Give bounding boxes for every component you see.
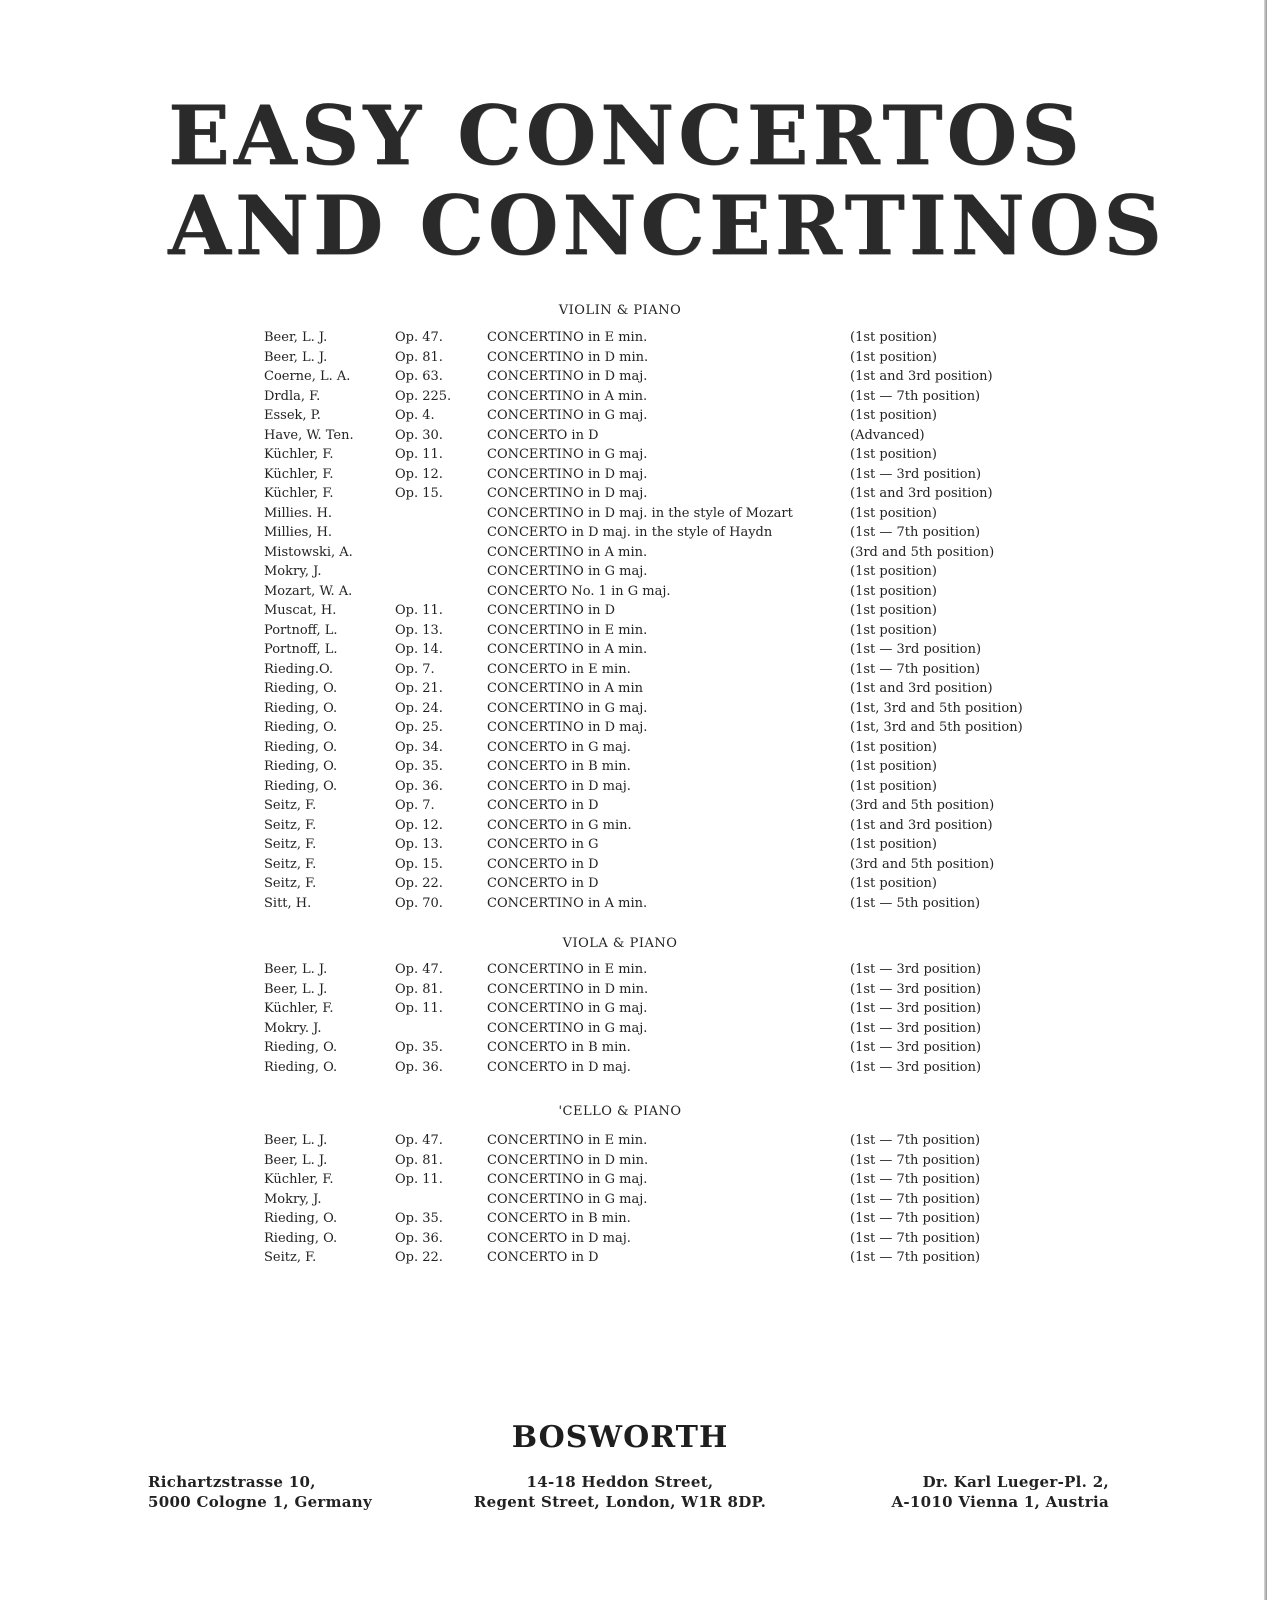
composer-name: Rieding, O. xyxy=(264,1040,338,1055)
opus-number: Op. 22. xyxy=(395,876,443,891)
work-title: CONCERTINO in G maj. xyxy=(487,1172,648,1187)
list-item xyxy=(0,447,1267,467)
composer-name: Küchler, F. xyxy=(264,486,334,501)
opus-number: Op. 36. xyxy=(395,1230,443,1246)
position-note: (1st — 3rd position) xyxy=(850,1001,982,1016)
composer-name: Beer, L. J. xyxy=(264,330,328,345)
address-line: 5000 Cologne 1, Germany xyxy=(148,1493,373,1511)
work-title: CONCERTO in D xyxy=(487,876,599,891)
composer-name: Küchler, F. xyxy=(264,1172,334,1187)
opus-number: Op. 47. xyxy=(395,1133,443,1148)
list-item xyxy=(0,1172,1267,1192)
opus-number: Op. 22. xyxy=(395,1250,443,1265)
opus-number: Op. 35. xyxy=(395,1211,443,1226)
address-line: Dr. Karl Lueger-Pl. 2, xyxy=(922,1473,1109,1491)
list-item xyxy=(0,1250,1267,1270)
opus-number: Op. 7. xyxy=(395,798,435,813)
opus-number: Op. 81. xyxy=(395,349,443,365)
composer-name: Millies. H. xyxy=(264,505,333,521)
opus-number: Op. 24. xyxy=(395,700,443,716)
list-item xyxy=(0,525,1267,545)
composer-name: Beer, L. J. xyxy=(264,1133,328,1148)
composer-name: Sitt, H. xyxy=(264,895,312,911)
position-note: (1st — 7th position) xyxy=(850,1191,981,1207)
composer-name: Rieding, O. xyxy=(264,1211,338,1226)
work-title: CONCERTINO in G maj. xyxy=(487,564,648,579)
position-note: (1st position) xyxy=(850,505,938,521)
position-note: (1st position) xyxy=(850,876,938,891)
opus-number: Op. 12. xyxy=(395,817,443,833)
composer-name: Mokry, J. xyxy=(264,1191,322,1207)
work-title: CONCERTINO in G maj. xyxy=(487,408,648,423)
composer-name: Seitz, F. xyxy=(264,876,317,891)
position-note: (1st position) xyxy=(850,583,938,599)
position-note: (1st — 3rd position) xyxy=(850,1040,982,1055)
title-line-2: AND CONCERTINOS xyxy=(168,179,1166,274)
opus-number: Op. 63. xyxy=(395,369,443,384)
composer-name: Rieding, O. xyxy=(264,1059,338,1075)
composer-name: Muscat, H. xyxy=(264,603,337,618)
work-title: CONCERTINO in A min. xyxy=(487,544,648,560)
work-title: CONCERTINO in A min. xyxy=(487,642,648,657)
opus-number: Op. 21. xyxy=(395,681,443,696)
list-item xyxy=(0,584,1267,604)
list-item xyxy=(0,642,1267,662)
address-line: Richartzstrasse 10, xyxy=(148,1473,316,1491)
composer-name: Seitz, F. xyxy=(264,1250,317,1265)
list-item xyxy=(0,330,1267,350)
list-item xyxy=(0,759,1267,779)
list-item xyxy=(0,681,1267,701)
position-note: (1st position) xyxy=(850,330,938,345)
opus-number: Op. 36. xyxy=(395,1059,443,1075)
opus-number: Op. 12. xyxy=(395,466,443,482)
composer-name: Küchler, F. xyxy=(264,1001,334,1016)
work-title: CONCERTINO in E min. xyxy=(487,962,648,977)
list-item xyxy=(0,1001,1267,1021)
composer-name: Beer, L. J. xyxy=(264,349,328,365)
position-note: (1st — 7th position) xyxy=(850,1152,981,1168)
opus-number: Op. 11. xyxy=(395,603,443,618)
position-note: (1st position) xyxy=(850,349,938,365)
violin-list xyxy=(0,330,1267,915)
work-title: CONCERTO in D xyxy=(487,798,599,813)
position-note: (1st — 7th position) xyxy=(850,1172,981,1187)
position-note: (1st — 7th position) xyxy=(850,1133,981,1148)
position-note: (1st — 7th position) xyxy=(850,661,981,677)
list-item xyxy=(0,1211,1267,1231)
list-item xyxy=(0,798,1267,818)
position-note: (1st position) xyxy=(850,564,938,579)
position-note: (1st position) xyxy=(850,759,938,774)
work-title: CONCERTO in D xyxy=(487,856,599,872)
position-note: (1st and 3rd position) xyxy=(850,681,993,696)
work-title: CONCERTO in E min. xyxy=(487,661,631,677)
work-title: CONCERTO in B min. xyxy=(487,759,631,774)
work-title: CONCERTO in D maj. xyxy=(487,778,631,794)
composer-name: Portnoff, L. xyxy=(264,642,338,657)
position-note: (1st — 3rd position) xyxy=(850,1059,982,1075)
composer-name: Rieding, O. xyxy=(264,778,338,794)
composer-name: Rieding, O. xyxy=(264,700,338,716)
work-title: CONCERTO No. 1 in G maj. xyxy=(487,583,671,599)
list-item xyxy=(0,486,1267,506)
position-note: (1st, 3rd and 5th position) xyxy=(850,720,1023,735)
composer-name: Mozart, W. A. xyxy=(264,583,353,599)
opus-number: Op. 15. xyxy=(395,486,443,501)
composer-name: Have, W. Ten. xyxy=(264,427,354,443)
work-title: CONCERTINO in D xyxy=(487,603,616,618)
work-title: CONCERTINO in G maj. xyxy=(487,700,648,716)
list-item xyxy=(0,564,1267,584)
work-title: CONCERTINO in D min. xyxy=(487,349,649,365)
composer-name: Drdla, F. xyxy=(264,388,321,404)
list-item xyxy=(0,982,1267,1002)
position-note: (1st and 3rd position) xyxy=(850,369,993,384)
list-item xyxy=(0,818,1267,838)
list-item xyxy=(0,467,1267,487)
work-title: CONCERTINO in G maj. xyxy=(487,1001,648,1016)
position-note: (1st position) xyxy=(850,408,938,423)
composer-name: Rieding, O. xyxy=(264,720,338,735)
opus-number: Op. 70. xyxy=(395,895,443,911)
opus-number: Op. 7. xyxy=(395,661,435,677)
address-cologne xyxy=(148,1472,372,1512)
opus-number: Op. 30. xyxy=(395,427,443,443)
list-item xyxy=(0,876,1267,896)
work-title: CONCERTINO in D maj. xyxy=(487,369,648,384)
cello-list xyxy=(0,1133,1267,1270)
list-item xyxy=(0,389,1267,409)
work-title: CONCERTO in D xyxy=(487,1250,599,1265)
position-note: (1st position) xyxy=(850,739,938,755)
work-title: CONCERTO in B min. xyxy=(487,1040,631,1055)
list-item xyxy=(0,623,1267,643)
composer-name: Mokry, J. xyxy=(264,564,322,579)
position-note: (1st position) xyxy=(850,603,938,618)
opus-number: Op. 13. xyxy=(395,622,443,638)
composer-name: Essek, P. xyxy=(264,408,321,423)
list-item xyxy=(0,896,1267,916)
work-title: CONCERTINO in A min. xyxy=(487,895,648,911)
list-item xyxy=(0,662,1267,682)
list-item xyxy=(0,701,1267,721)
composer-name: Rieding, O. xyxy=(264,739,338,755)
list-item xyxy=(0,1231,1267,1251)
composer-name: Beer, L. J. xyxy=(264,962,328,977)
position-note: (3rd and 5th position) xyxy=(850,544,995,560)
composer-name: Küchler, F. xyxy=(264,447,334,462)
work-title: CONCERTINO in G maj. xyxy=(487,447,648,462)
work-title: CONCERTINO in D min. xyxy=(487,981,649,997)
work-title: CONCERTO in B min. xyxy=(487,1211,631,1226)
work-title: CONCERTINO in D maj. xyxy=(487,486,648,501)
opus-number: Op. 11. xyxy=(395,447,443,462)
composer-name: Millies, H. xyxy=(264,525,333,540)
work-title: CONCERTO in G min. xyxy=(487,817,632,833)
position-note: (Advanced) xyxy=(850,427,925,443)
composer-name: Küchler, F. xyxy=(264,466,334,482)
list-item xyxy=(0,545,1267,565)
opus-number: Op. 35. xyxy=(395,759,443,774)
section-heading-cello: 'CELLO & PIANO xyxy=(558,1104,682,1119)
list-item xyxy=(0,1133,1267,1153)
opus-number: Op. 11. xyxy=(395,1172,443,1187)
work-title: CONCERTINO in G maj. xyxy=(487,1020,648,1036)
list-item xyxy=(0,740,1267,760)
work-title: CONCERTO in D maj. xyxy=(487,1230,631,1246)
opus-number: Op. 81. xyxy=(395,981,443,997)
address-line: 14-18 Heddon Street, xyxy=(526,1473,714,1491)
composer-name: Rieding.O. xyxy=(264,661,333,677)
list-item xyxy=(0,720,1267,740)
list-item xyxy=(0,857,1267,877)
position-note: (1st — 5th position) xyxy=(850,895,981,911)
position-note: (1st position) xyxy=(850,447,938,462)
position-note: (1st — 3rd position) xyxy=(850,962,982,977)
work-title: CONCERTINO in E min. xyxy=(487,622,648,638)
composer-name: Beer, L. J. xyxy=(264,981,328,997)
work-title: CONCERTO in G xyxy=(487,837,599,852)
position-note: (1st — 3rd position) xyxy=(850,981,982,997)
publisher-name: BOSWORTH xyxy=(511,1420,729,1455)
section-heading-viola: VIOLA & PIANO xyxy=(562,936,678,951)
opus-number: Op. 15. xyxy=(395,856,443,872)
position-note: (1st and 3rd position) xyxy=(850,817,993,833)
opus-number: Op. 4. xyxy=(395,408,435,423)
list-item xyxy=(0,1021,1267,1041)
position-note: (1st position) xyxy=(850,778,938,794)
address-line: Regent Street, London, W1R 8DP. xyxy=(473,1493,767,1511)
list-item xyxy=(0,779,1267,799)
opus-number: Op. 47. xyxy=(395,962,443,977)
work-title: CONCERTINO in A min. xyxy=(487,388,648,404)
composer-name: Seitz, F. xyxy=(264,817,317,833)
position-note: (1st — 3rd position) xyxy=(850,642,982,657)
work-title: CONCERTINO in D min. xyxy=(487,1152,649,1168)
work-title: CONCERTINO in E min. xyxy=(487,1133,648,1148)
position-note: (1st — 3rd position) xyxy=(850,1020,982,1036)
opus-number: Op. 25. xyxy=(395,720,443,735)
list-item xyxy=(0,428,1267,448)
position-note: (1st position) xyxy=(850,622,938,638)
composer-name: Rieding, O. xyxy=(264,759,338,774)
composer-name: Portnoff, L. xyxy=(264,622,338,638)
address-vienna xyxy=(891,1472,1109,1512)
viola-list xyxy=(0,962,1267,1079)
composer-name: Mokry. J. xyxy=(264,1020,322,1036)
address-london xyxy=(440,1472,800,1512)
list-item xyxy=(0,350,1267,370)
work-title: CONCERTINO in E min. xyxy=(487,330,648,345)
opus-number: Op. 47. xyxy=(395,330,443,345)
work-title: CONCERTINO in D maj. in the style of Mozart xyxy=(487,505,793,521)
list-item xyxy=(0,1153,1267,1173)
work-title: CONCERTO in D maj. xyxy=(487,1059,631,1075)
position-note: (1st — 7th position) xyxy=(850,1230,981,1246)
list-item xyxy=(0,837,1267,857)
list-item xyxy=(0,1040,1267,1060)
composer-name: Mistowski, A. xyxy=(264,544,353,560)
position-note: (1st — 7th position) xyxy=(850,1211,981,1226)
composer-name: Seitz, F. xyxy=(264,856,317,872)
work-title: CONCERTO in G maj. xyxy=(487,739,631,755)
opus-number: Op. 225. xyxy=(395,388,452,404)
position-note: (3rd and 5th position) xyxy=(850,798,995,813)
work-title: CONCERTO in D xyxy=(487,427,599,443)
opus-number: Op. 36. xyxy=(395,778,443,794)
list-item xyxy=(0,506,1267,526)
position-note: (1st, 3rd and 5th position) xyxy=(850,700,1023,716)
composer-name: Rieding, O. xyxy=(264,1230,338,1246)
list-item xyxy=(0,1060,1267,1080)
position-note: (1st position) xyxy=(850,837,938,852)
composer-name: Coerne, L. A. xyxy=(264,369,351,384)
composer-name: Seitz, F. xyxy=(264,837,317,852)
opus-number: Op. 35. xyxy=(395,1040,443,1055)
position-note: (1st — 3rd position) xyxy=(850,466,982,482)
list-item xyxy=(0,408,1267,428)
position-note: (1st and 3rd position) xyxy=(850,486,993,501)
list-item xyxy=(0,1192,1267,1212)
address-line: A-1010 Vienna 1, Austria xyxy=(891,1493,1109,1511)
position-note: (3rd and 5th position) xyxy=(850,856,995,872)
work-title: CONCERTO in D maj. in the style of Haydn xyxy=(487,525,773,540)
title-line-1: EASY CONCERTOS xyxy=(168,89,1084,184)
work-title: CONCERTINO in A min xyxy=(487,681,643,696)
opus-number: Op. 11. xyxy=(395,1001,443,1016)
opus-number: Op. 13. xyxy=(395,837,443,852)
list-item xyxy=(0,369,1267,389)
opus-number: Op. 14. xyxy=(395,642,443,657)
opus-number: Op. 34. xyxy=(395,739,443,755)
work-title: CONCERTINO in D maj. xyxy=(487,720,648,735)
composer-name: Rieding, O. xyxy=(264,681,338,696)
position-note: (1st — 7th position) xyxy=(850,1250,981,1265)
opus-number: Op. 81. xyxy=(395,1152,443,1168)
position-note: (1st — 7th position) xyxy=(850,525,981,540)
work-title: CONCERTINO in D maj. xyxy=(487,466,648,482)
composer-name: Seitz, F. xyxy=(264,798,317,813)
section-heading-violin: VIOLIN & PIANO xyxy=(558,303,682,318)
composer-name: Beer, L. J. xyxy=(264,1152,328,1168)
list-item xyxy=(0,962,1267,982)
list-item xyxy=(0,603,1267,623)
position-note: (1st — 7th position) xyxy=(850,388,981,404)
work-title: CONCERTINO in G maj. xyxy=(487,1191,648,1207)
